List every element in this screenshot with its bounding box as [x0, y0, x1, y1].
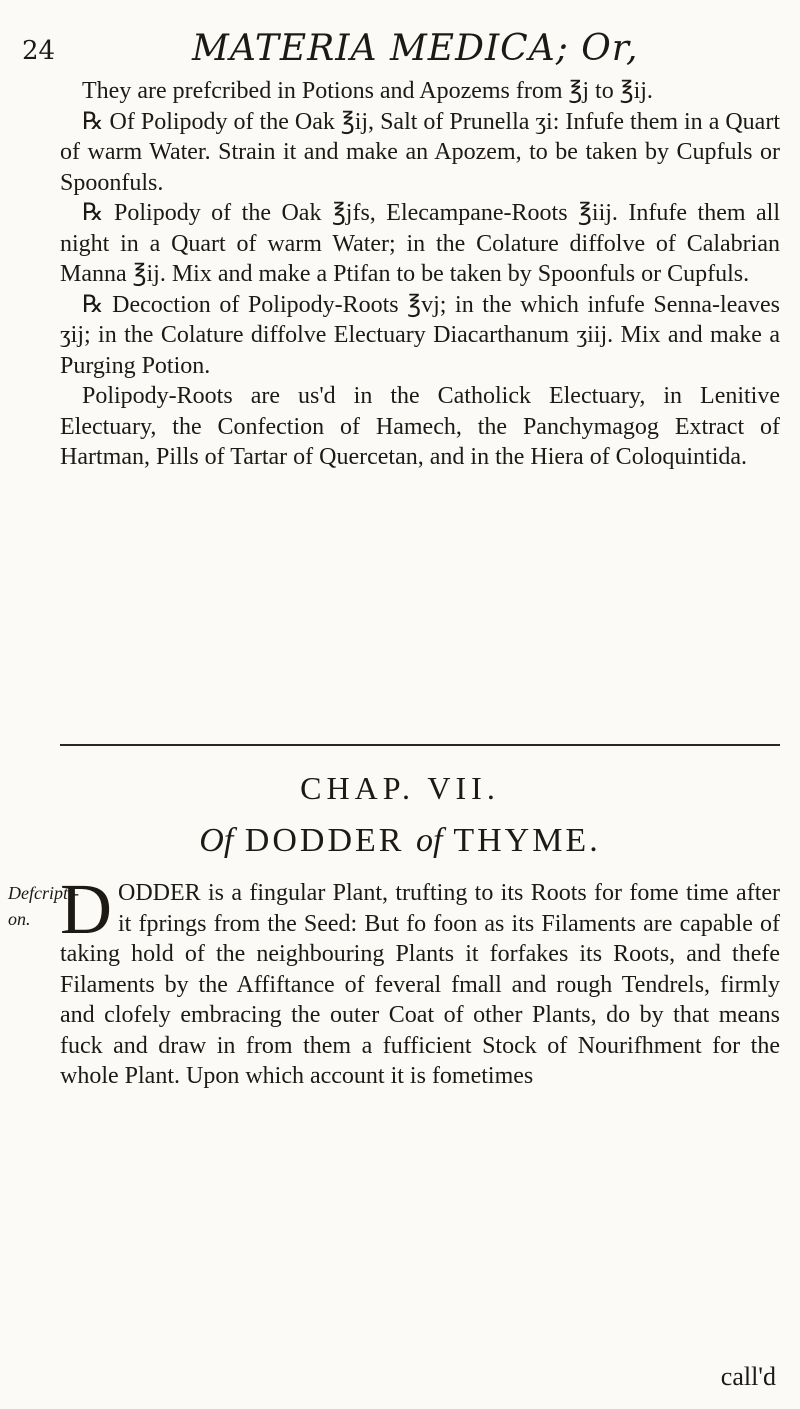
- chapter-title: [0, 822, 800, 860]
- chapter-title-of: of: [415, 822, 443, 859]
- catchword: call'd: [720, 1362, 776, 1391]
- running-title: MATERIA MEDICA; Or,: [192, 28, 639, 69]
- chapter-title-prefix: Of: [199, 822, 234, 859]
- chapter-title-main: DODDER: [244, 822, 405, 859]
- paragraph-recipe-ptisan: ℞ Polipody of the Oak ℥jfs, Elecampane-Roots ℥iij. Infufe them all night in a Quart of warm Water; in the Colature diffolve of Calabrian Manna ℥ij. Mix and make a Ptifan to be taken by Spoonfuls or Cupfuls.: [60, 200, 780, 287]
- description-text: ODDER is a fingular Plant, trufting to its Roots for fome time after it fprings from the Seed: But fo foon as its Filaments are capable of taking hold of the neighbouring Plants it forfakes its Roots, and thefe Filaments by the Affiftance of feveral fmall and rough Tendrels, firmly and clofely embracing the outer Coat of other Plants, do by that means fuck and draw in from them a fufficient Stock of Nourifhment for the whole Plant. Upon which account it is fometimes: [60, 880, 780, 1089]
- chapter-number: CHAP. VII.: [300, 770, 500, 806]
- chapter-title-end: THYME.: [453, 822, 601, 859]
- paragraph-recipe-potion: ℞ Decoction of Polipody-Roots ℥vj; in the which infufe Senna-leaves ʒij; in the Colature diffolve Electuary Diacarthanum ʒiij. Mix and make a Purging Potion.: [60, 291, 780, 379]
- description-paragraph: [60, 869, 780, 1092]
- paragraph-dosage: They are prefcribed in Potions and Apozems from ℥j to ℥ij.: [82, 78, 653, 104]
- page-number: 24: [22, 36, 56, 66]
- drop-cap: D: [60, 869, 112, 949]
- paragraph-recipe-apozem: ℞ Of Polipody of the Oak ℥ij, Salt of Prunella ʒi: Infufe them in a Quart of warm Water. Strain it and make an Apozem, to be taken by Cupfuls or Spoonfuls.: [60, 108, 780, 196]
- page-header: [22, 28, 782, 72]
- paragraph-uses: Polipody-Roots are us'd in the Catholick Electuary, in Lenitive Electuary, the Confection of Hamech, the Panchymagog Extract of Hartman, Pills of Tartar of Quercetan, and in the Hiera of Coloquintida.: [60, 383, 780, 470]
- margin-note: Defcripti-on.: [8, 883, 79, 929]
- description-section: [60, 869, 780, 1092]
- main-text: [60, 76, 780, 473]
- section-divider: [60, 744, 780, 746]
